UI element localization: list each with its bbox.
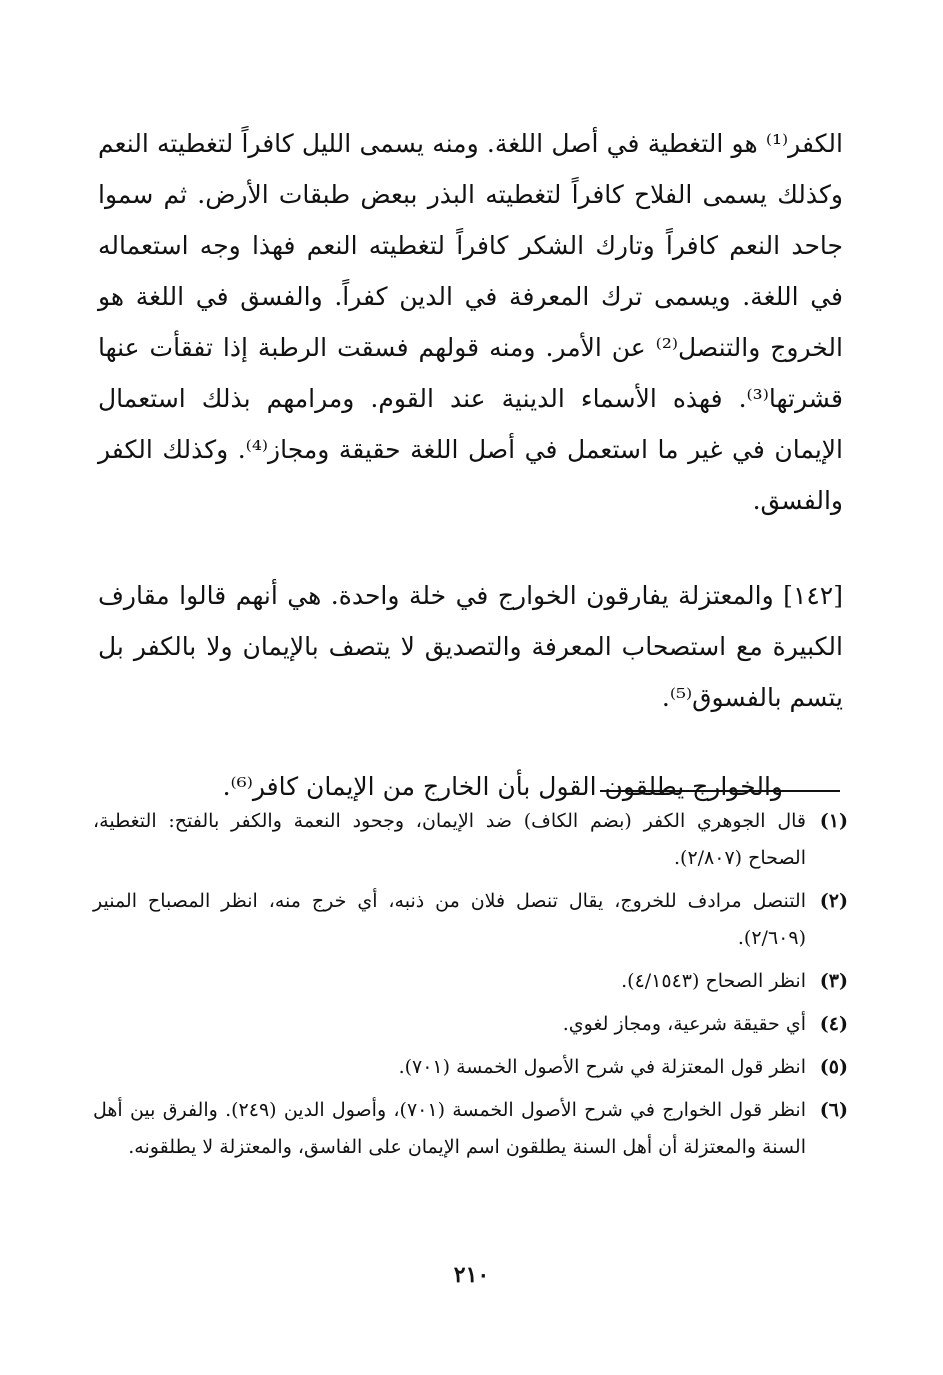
footnote-number: (٤) bbox=[819, 1013, 848, 1035]
paragraph-mutazila: [١٤٢] والمعتزلة يفارقون الخوارج في خلة واحدة. هي أنهم قالوا مقارف الكبيرة مع استصحاب المعرفة والتصديق لا يتصف بالإيمان ولا بالكفر بل يتسم بالفسوق⁽⁵⁾. bbox=[98, 581, 843, 712]
footnote-text: انظر قول المعتزلة في شرح الأصول الخمسة (٧٠١). bbox=[398, 1056, 806, 1078]
footnote-number: (٥) bbox=[819, 1056, 848, 1078]
footnote-2 bbox=[93, 883, 848, 957]
paragraph-khawarij: والخوارج يطلقون القول بأن الخارج من الإيمان كافر⁽⁶⁾. bbox=[222, 772, 783, 801]
footnote-text: قال الجوهري الكفر (بضم الكاف) ضد الإيمان، وجحود النعمة والكفر بالفتح: التغطية، الصحاح (٢/٨٠٧). bbox=[93, 810, 806, 869]
footnote-5 bbox=[93, 1049, 848, 1086]
footnote-text: انظر الصحاح (٤/١٥٤٣). bbox=[621, 970, 806, 992]
footnote-number: (٣) bbox=[819, 970, 848, 992]
footnote-number: (٢) bbox=[819, 890, 848, 912]
footnotes-list bbox=[93, 803, 848, 1172]
footnote-divider bbox=[600, 790, 840, 792]
footnote-text: التنصل مرادف للخروج، يقال تنصل فلان من ذنبه، أي خرج منه، انظر المصباح المنير (٢/٦٠٩). bbox=[93, 890, 806, 949]
footnote-3 bbox=[93, 963, 848, 1000]
paragraph-kufr-definition: الكفر⁽¹⁾ هو التغطية في أصل اللغة. ومنه يسمى الليل كافراً لتغطيته النعم وكذلك يسمى الفلاح كافراً لتغطيته البذر ببعض طبقات الأرض. ثم سموا جاحد النعم كافراً وتارك الشكر كافراً لتغطيته النعم فهذا وجه استعماله في اللغة. ويسمى ترك المعرفة في الدين كفراً. والفسق في اللغة هو الخروج والتنصل⁽²⁾ عن الأمر. ومنه قولهم فسقت الرطبة إذا تفقأت عنها قشرتها⁽³⁾. فهذه الأسماء الدينية عند القوم. ومرامهم بذلك استعمال الإيمان في غير ما استعمل في أصل اللغة حقيقة ومجاز⁽⁴⁾. وكذلك الكفر والفسق. bbox=[98, 129, 843, 515]
page-number: ٢١٠ bbox=[453, 1262, 490, 1288]
footnote-text: أي حقيقة شرعية، ومجاز لغوي. bbox=[562, 1013, 806, 1035]
footnote-6 bbox=[93, 1092, 848, 1166]
footnote-number: (١) bbox=[819, 810, 848, 832]
main-text bbox=[98, 118, 843, 812]
footnote-number: (٦) bbox=[819, 1099, 848, 1121]
footnote-4 bbox=[93, 1006, 848, 1043]
footnote-text: انظر قول الخوارج في شرح الأصول الخمسة (٧٠١)، وأصول الدين (٢٤٩). والفرق بين أهل السنة والمعتزلة أن أهل السنة يطلقون اسم الإيمان على الفاسق، والمعتزلة لا يطلقونه. bbox=[93, 1099, 806, 1158]
footnote-1 bbox=[93, 803, 848, 877]
